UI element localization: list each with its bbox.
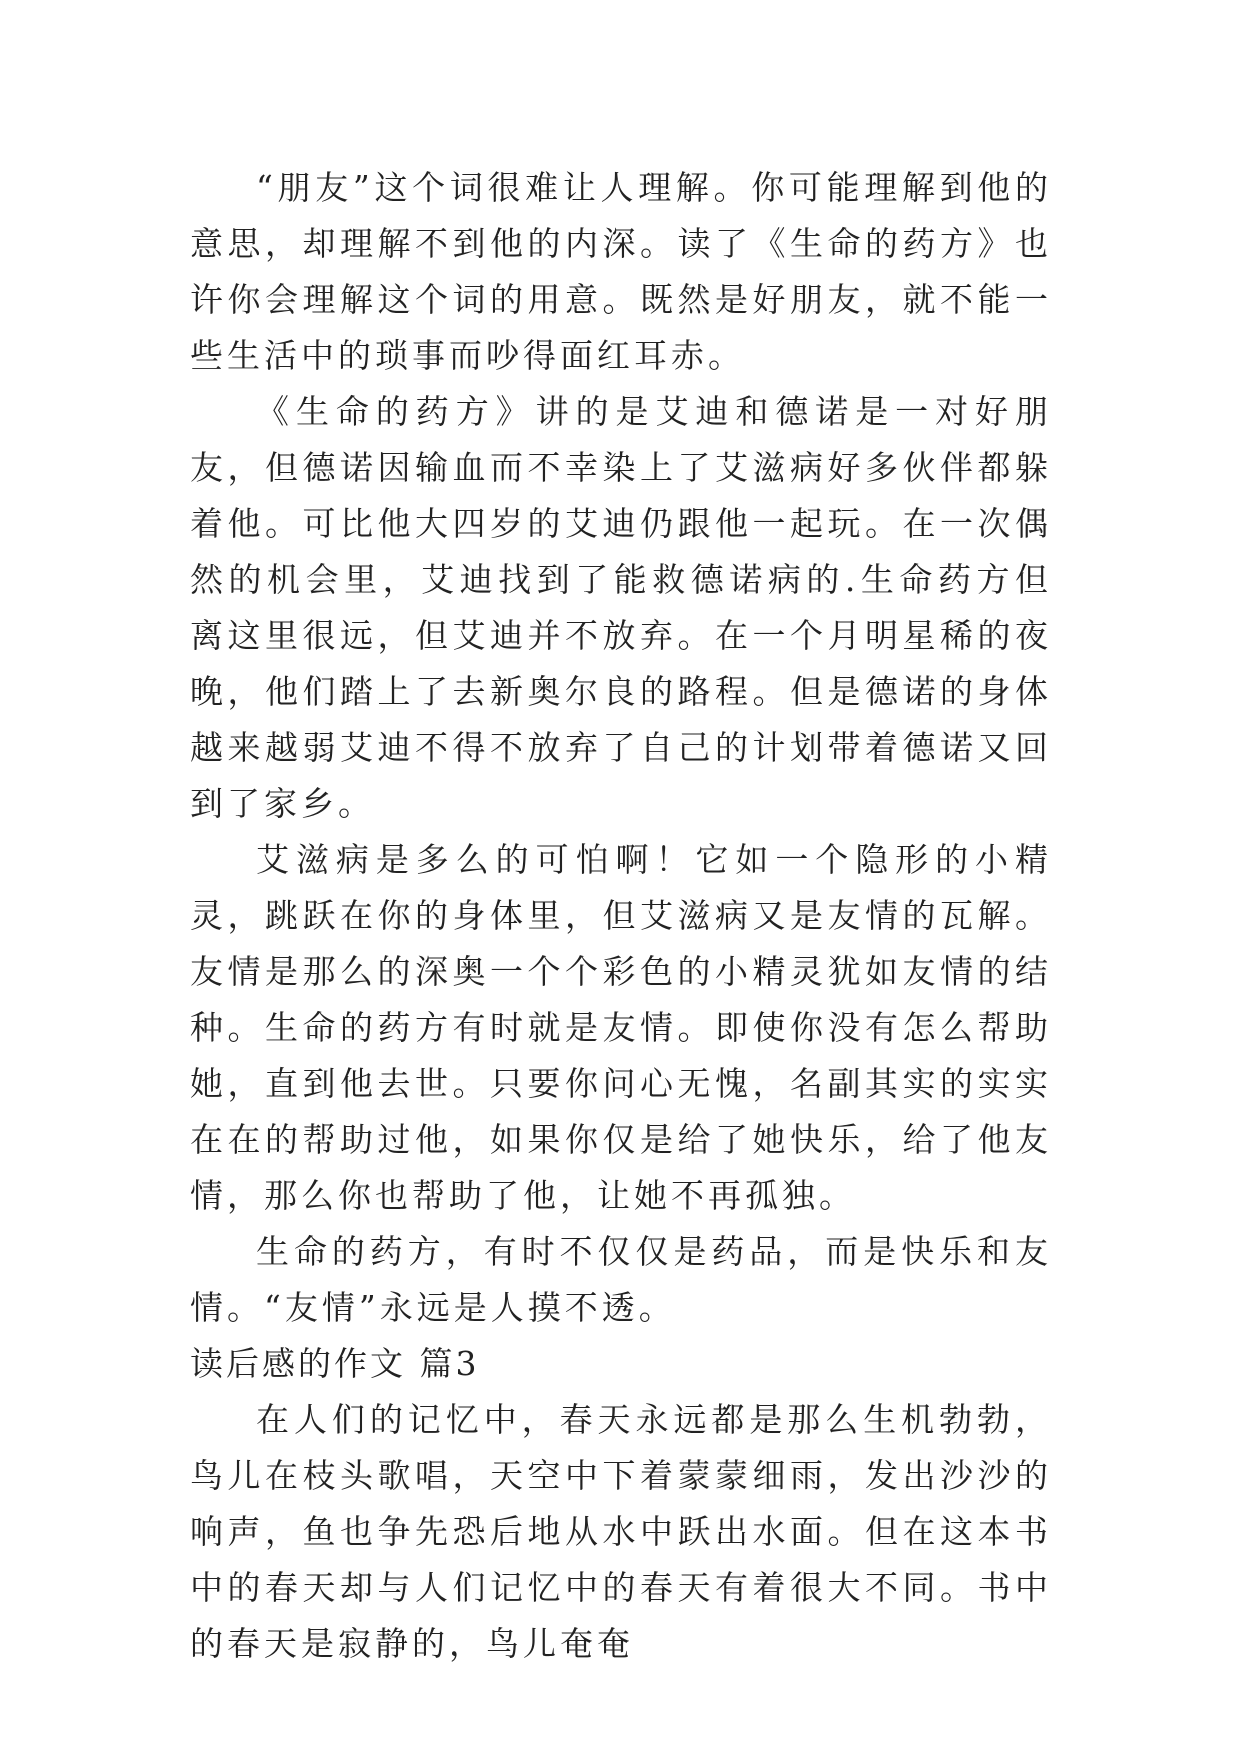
paragraph-3: 艾滋病是多么的可怕啊！它如一个隐形的小精灵，跳跃在你的身体里，但艾滋病又是友情的瓦解。友情是那么的深奥一个个彩色的小精灵犹如友情的结种。生命的药方有时就是友情。即使你没有怎么帮助她，直到他去世。只要你问心无愧，名副其实的实实在在的帮助过他，如果你仅是给了她快乐，给了他友情，那么你也帮助了他，让她不再孤独。: [190, 840, 1052, 1215]
paragraph-1: “朋友”这个词很难让人理解。你可能理解到他的意思，却理解不到他的内深。读了《生命的药方》也许你会理解这个词的用意。既然是好朋友，就不能一些生活中的琐事而吵得面红耳赤。: [190, 168, 1052, 375]
document-body: [190, 160, 1052, 1672]
paragraph-2: 《生命的药方》讲的是艾迪和德诺是一对好朋友，但德诺因输血而不幸染上了艾滋病好多伙伴都躲着他。可比他大四岁的艾迪仍跟他一起玩。在一次偶然的机会里，艾迪找到了能救德诺病的.生命药方但离这里很远，但艾迪并不放弃。在一个月明星稀的夜晚，他们踏上了去新奥尔良的路程。但是德诺的身体越来越弱艾迪不得不放弃了自己的计划带着德诺又回到了家乡。: [190, 392, 1052, 823]
section-heading: 读后感的作文 篇3: [190, 1344, 480, 1383]
section-paragraph-1: 在人们的记忆中，春天永远都是那么生机勃勃，鸟儿在枝头歌唱，天空中下着蒙蒙细雨，发出沙沙的响声，鱼也争先恐后地从水中跃出水面。但在这本书中的春天却与人们记忆中的春天有着很大不同。书中的春天是寂静的，鸟儿奄奄: [190, 1400, 1052, 1663]
paragraph-4: 生命的药方，有时不仅仅是药品，而是快乐和友情。“友情”永远是人摸不透。: [190, 1232, 1052, 1327]
